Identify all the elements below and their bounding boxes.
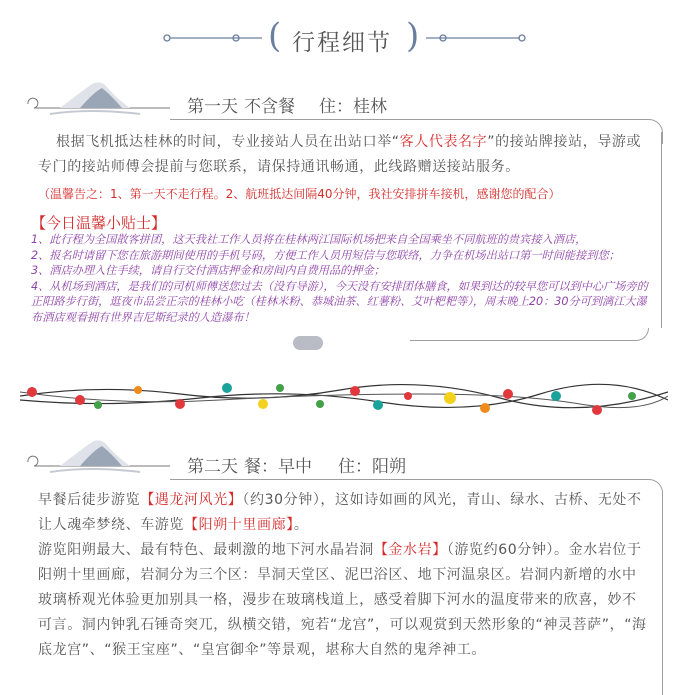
- day2-stay: 阳朔: [372, 457, 406, 477]
- day2-p1-end: 。: [293, 517, 309, 533]
- day1-day: 第一天: [187, 97, 238, 117]
- title-banner: [0, 14, 687, 62]
- day2-day: 第二天: [187, 457, 238, 477]
- day2-meal-label: 餐：: [244, 457, 278, 477]
- day1-meal: 不含餐: [244, 97, 295, 117]
- title-right-paren: ): [406, 16, 420, 56]
- day2-stay-label: 住：: [338, 457, 372, 477]
- guest-name-highlight: 客人代表名字: [399, 134, 488, 150]
- tips-title: 【今日温馨小贴士】: [31, 214, 167, 232]
- tip-item: 2、报名时请留下您在旅游期间使用的手机号码，方便工作人员用短信与您联络，力争在机场出站口第一时间能接到您；: [31, 248, 620, 262]
- day2-meal: 早中: [278, 457, 312, 477]
- day1-stay-label: 住：: [319, 97, 353, 117]
- page-title: 行程细节: [292, 30, 392, 56]
- jinshui-cave-highlight: 【金水岩】: [373, 542, 447, 558]
- ten-mile-gallery-highlight: 【阳朔十里画廊】: [184, 517, 294, 533]
- day2-p2-text: 游览阳朔最大、最有特色、最刺激的地下河水晶岩洞: [38, 542, 374, 558]
- mountain-icon: [20, 78, 170, 122]
- tip-item: 3、酒店办理入住手续，请自行交付酒店押金和房间内自费用品的押金；: [31, 264, 385, 277]
- day1-intro-end: ”的接站牌接站，导游或专门的接站师傅会提前与您联系，请保持通讯畅通，此线路赠送接站服务。: [38, 134, 642, 175]
- day2-p2-rest: （游览约60分钟）。金水岩位于阳朔十里画廊，岩洞分为三个区：旱洞天堂区、泥巴浴区、地下河温泉区。岩洞内新增的水中玻璃桥观光体验更加别具一格，漫步在玻璃栈道上，感受着脚下河水的温度带来的欣喜，妙不可言。洞内钟乳石锤奇突兀，纵横交错，宛若“龙宫”，可以观赏到天然形象的“神灵菩萨”，“海底龙宫”、“猴王宝座”、“皇宫御伞”等景观，堪称大自然的鬼斧神工。: [38, 542, 647, 658]
- day2-header: [187, 452, 412, 477]
- tip-item: 1、此行程为全国散客拼团，这天我社工作人员将在桂林两江国际机场把来自全国乘坐不同航班的贵宾接入酒店，: [31, 233, 587, 246]
- day1-card-side: [661, 132, 662, 328]
- yulong-river-highlight: 【遇龙河风光】: [140, 492, 243, 508]
- day1-warm-note: （温馨告之：1、第一天不走行程。2、航班抵达间隔40分钟，我社安排拼车接机，感谢您的配合）: [38, 187, 561, 201]
- day1-intro-text: 根据飞机抵达桂林的时间，专业接站人员在出站口举“: [56, 134, 400, 150]
- day1-header: [187, 92, 393, 117]
- string-lights-divider: [20, 376, 668, 420]
- day1-card-bottom: [410, 328, 649, 341]
- mountain-icon: [20, 436, 170, 480]
- day2-p1-text: 早餐后徒步游览: [38, 492, 141, 508]
- day1-intro: [38, 130, 650, 180]
- scroll-handle[interactable]: [293, 336, 323, 350]
- day2-para2: [38, 538, 650, 663]
- tips-list: [31, 232, 653, 325]
- day2-para1: [38, 488, 650, 538]
- day1-stay: 桂林: [353, 97, 387, 117]
- tip-item: 4、从机场到酒店，是我们的司机师傅送您过去（没有导游），今天没有安排团体膳食，如果到达的较早您可以到中心广场旁的正阳路步行街，逛夜市品尝正宗的桂林小吃（桂林米粉、恭城油茶、红薯粉、艾叶粑粑等），周末晚上20：30分可到漓江大瀑布酒店观看拥有世界吉尼斯纪录的人造瀑布！: [31, 279, 648, 324]
- title-left-paren: (: [268, 16, 282, 56]
- day2-p1-mid: （约30分钟），这如诗如画的风光，青山、绿水、古桥、无处不让人魂牵梦绕、车游览: [38, 492, 642, 533]
